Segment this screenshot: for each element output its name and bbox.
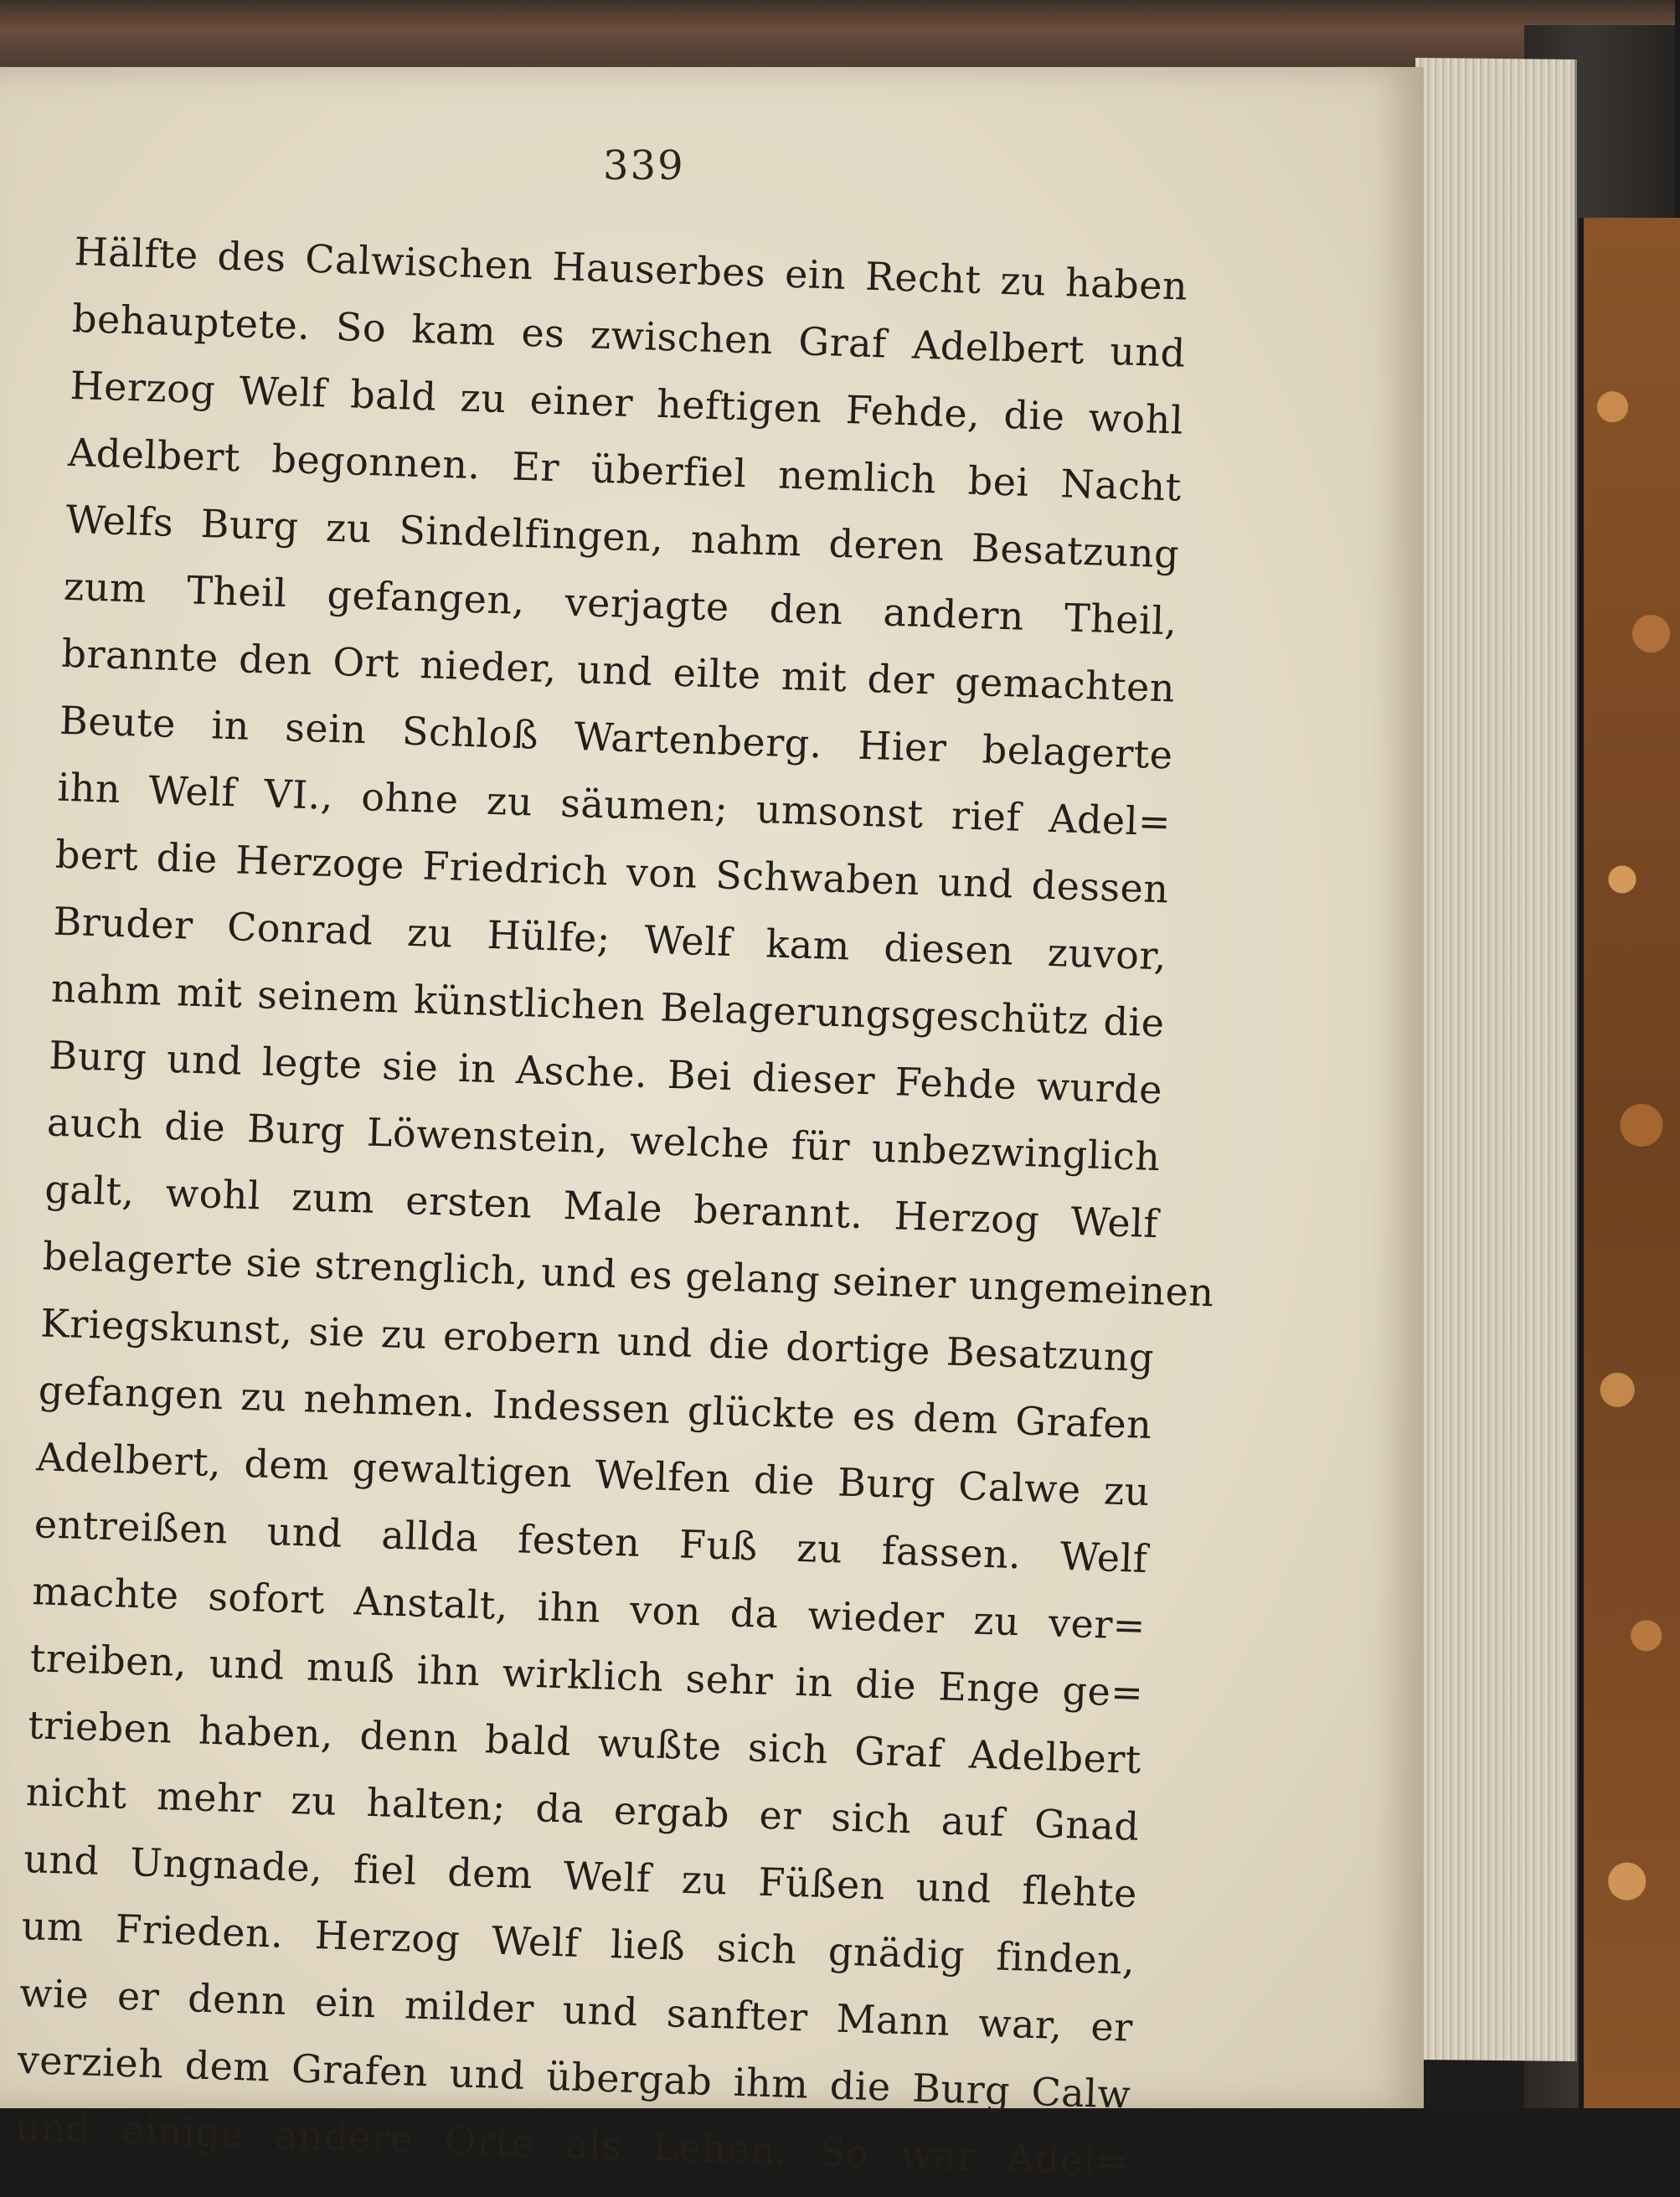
page-text [14, 218, 1215, 2195]
marbled-cover-board [1579, 218, 1680, 2108]
text-line: verzieh dem Grafen und übergab ihm die Burg Calw [17, 2036, 1132, 2117]
text-line: Adelbert, dem gewaltigen Welfen die Burg Calwe zu [35, 1434, 1151, 1515]
text-line: auch die Burg Löwenstein, welche für unbezwinglich [46, 1099, 1162, 1180]
text-line: trieben haben, denn bald wußte sich Graf Adelbert [27, 1702, 1142, 1782]
text-line: wie er denn ein milder und sanfter Mann war, er [18, 1969, 1134, 2050]
text-line: nicht mehr zu halten; da ergab er sich auf Gnad [25, 1769, 1141, 1849]
text-line: nahm mit seinem künstlichen Belagerungsgeschütz die [50, 965, 1166, 1046]
text-line: Adelbert begonnen. Er überfiel nemlich bei Nacht [67, 429, 1183, 510]
text-line: Burg und legte sie in Asche. Bei dieser Fehde wurde [48, 1032, 1163, 1113]
text-line: Herzog Welf bald zu einer heftigen Fehde, die wohl [69, 362, 1184, 443]
text-line: brannte den Ort nieder, und eilte mit der gemachten [60, 630, 1176, 711]
text-line: machte sofort Anstalt, ihn von da wieder zu ver= [31, 1568, 1147, 1648]
page-edges [1415, 58, 1577, 2061]
text-line: Bruder Conrad zu Hülfe; Welf kam diesen zuvor, [52, 898, 1167, 979]
text-line: Kriegskunst, sie zu erobern und die dortige Besatzung [39, 1300, 1155, 1381]
text-line: bert die Herzoge Friedrich von Schwaben und dessen [54, 831, 1170, 912]
text-line: belagerte sie strenglich, und es gelang seiner ungemeinen [42, 1233, 1215, 1316]
text-line: gefangen zu nehmen. Indessen glückte es dem Grafen [38, 1367, 1153, 1448]
text-line: Hälfte des Calwischen Hauserbes ein Recht zu haben [73, 228, 1188, 309]
text-line: galt, wohl zum ersten Male berannt. Herzog Welf [44, 1166, 1159, 1247]
text-line: entreißen und allda festen Fuß zu fassen. Welf [33, 1501, 1149, 1581]
text-line: Welfs Burg zu Sindelfingen, nahm deren Besatzung [64, 496, 1180, 577]
text-line: und Ungnade, fiel dem Welf zu Füßen und flehte [23, 1836, 1138, 1916]
text-line: behauptete. So kam es zwischen Graf Adelbert und [71, 295, 1187, 376]
text-line: ihn Welf VI., ohne zu säumen; umsonst rief Adel= [56, 764, 1172, 845]
text-line: Beute in sein Schloß Wartenberg. Hier belagerte [59, 697, 1174, 778]
text-line: zum Theil gefangen, verjagte den andern Theil, [63, 563, 1178, 644]
text-line: und einige andere Orte als Lehen. So war Adel= [14, 2103, 1130, 2184]
text-line: treiben, und muß ihn wirklich sehr in die Enge ge= [29, 1635, 1145, 1715]
book-page [0, 67, 1424, 2184]
text-line: um Frieden. Herzog Welf ließ sich gnädig finden, [21, 1903, 1136, 1983]
page-number: 339 [603, 142, 685, 189]
